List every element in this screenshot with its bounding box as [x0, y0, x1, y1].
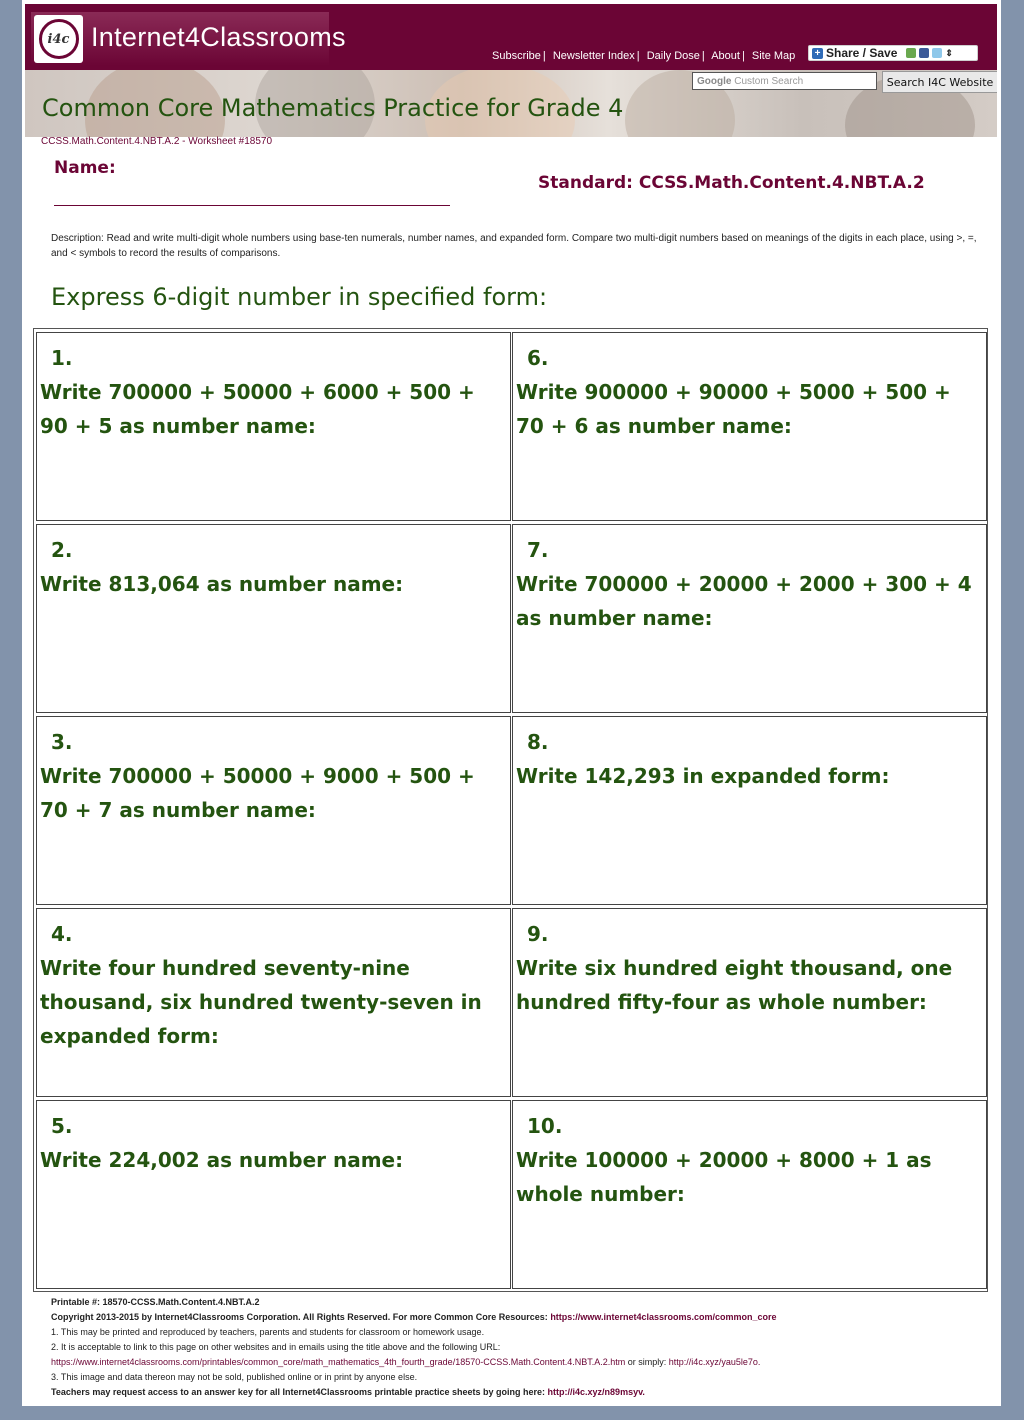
answer-key-line	[51, 1385, 991, 1400]
logo-icon	[34, 15, 83, 63]
worksheet-reference: CCSS.Math.Content.4.NBT.A.2 - Worksheet #18570	[41, 136, 273, 147]
problems-grid	[33, 328, 988, 1292]
usage-note-3: 3. This image and data thereon may not be sold, published online or in print by anyone else.	[51, 1372, 418, 1382]
google-logo: Google	[697, 76, 732, 87]
problem-text: Write 700000 + 50000 + 6000 + 500 + 90 + 5 as number name:	[40, 380, 475, 438]
problem-text: Write 224,002 as number name:	[40, 1148, 404, 1172]
share-save-button[interactable]	[808, 45, 978, 61]
problem-number: 3.	[51, 730, 73, 754]
common-core-link[interactable]: https://www.internet4classrooms.com/common_core	[550, 1312, 777, 1322]
problem-number: 6.	[527, 346, 549, 370]
nav-site-map[interactable]: Site Map	[751, 50, 796, 62]
worksheet-url-link[interactable]: https://www.internet4classrooms.com/printables/common_core/math_mathematics_4th_fourth_grade/18570-CCSS.Math.Content.4.NBT.A.2.htm	[51, 1357, 626, 1367]
site-logo[interactable]	[31, 12, 346, 66]
name-line	[54, 205, 450, 206]
expand-icon[interactable]: ⇕	[945, 47, 953, 58]
problem-number: 8.	[527, 730, 549, 754]
instructions-heading: Express 6-digit number in specified form:	[51, 283, 548, 311]
plus-icon: +	[812, 48, 823, 59]
worksheet-page	[22, 0, 1001, 1406]
problem-cell	[512, 716, 987, 905]
nav-subscribe[interactable]: Subscribe	[492, 50, 541, 62]
name-label: Name:	[54, 158, 116, 178]
share-label: Share / Save	[826, 46, 898, 60]
site-header	[25, 4, 997, 70]
email-share-icon[interactable]	[906, 48, 916, 58]
printable-number: Printable #: 18570-CCSS.Math.Content.4.NBT.A.2	[51, 1297, 260, 1307]
problem-cell	[36, 908, 511, 1097]
worksheet-url-line	[51, 1355, 991, 1370]
problem-cell	[512, 524, 987, 713]
problem-cell	[512, 332, 987, 521]
problem-number: 5.	[51, 1114, 73, 1138]
problem-text: Write four hundred seventy-nine thousand, six hundred twenty-seven in expanded form:	[40, 956, 482, 1048]
description: Description: Read and write multi-digit whole numbers using base-ten numerals, number names, and expanded form. Compare two multi-digit numbers based on meanings of the digits in each place, using >, =, and < symbols to record the results of comparisons.	[51, 233, 977, 259]
twitter-icon[interactable]	[932, 48, 942, 58]
problem-number: 2.	[51, 538, 73, 562]
url-or-text: or simply:	[625, 1357, 669, 1367]
footer	[51, 1295, 991, 1400]
problem-cell	[36, 332, 511, 521]
nav-newsletter-index[interactable]: Newsletter Index	[552, 50, 635, 62]
problem-cell	[36, 1100, 511, 1289]
search-button[interactable]: Search I4C Website	[882, 71, 997, 93]
logo-text: Internet4Classrooms	[91, 22, 346, 52]
problem-cell	[36, 716, 511, 905]
top-nav: Subscribe | Newsletter Index | Daily Dose | About | Site Map	[492, 50, 796, 62]
standard-label: Standard: CCSS.Math.Content.4.NBT.A.2	[538, 173, 925, 193]
problem-cell	[512, 1100, 987, 1289]
copyright-text: Copyright 2013-2015 by Internet4Classrooms Corporation. All Rights Reserved. For more Common Core Resources:	[51, 1312, 548, 1322]
usage-note-1: 1. This may be printed and reproduced by teachers, parents and students for classroom or homework usage.	[51, 1327, 485, 1337]
problem-text: Write 700000 + 20000 + 2000 + 300 + 4 as number name:	[516, 572, 972, 630]
short-url-link[interactable]: http://i4c.xyz/yau5le7o.	[668, 1357, 761, 1367]
problem-cell	[36, 524, 511, 713]
problem-number: 4.	[51, 922, 73, 946]
logo-mark-text: i4c	[47, 31, 70, 47]
problem-text: Write 142,293 in expanded form:	[516, 764, 890, 788]
problem-text: Write 813,064 as number name:	[40, 572, 404, 596]
problem-text: Write six hundred eight thousand, one hundred fifty-four as whole number:	[516, 956, 953, 1014]
problem-number: 7.	[527, 538, 549, 562]
search-input[interactable]	[692, 72, 877, 90]
problem-number: 1.	[51, 346, 73, 370]
answer-key-text: Teachers may request access to an answer key for all Internet4Classrooms printable practice sheets by going here:	[51, 1387, 546, 1397]
problem-number: 9.	[527, 922, 549, 946]
facebook-icon[interactable]	[919, 48, 929, 58]
page-title: Common Core Mathematics Practice for Grade 4	[42, 94, 624, 122]
problem-text: Write 700000 + 50000 + 9000 + 500 + 70 + 7 as number name:	[40, 764, 475, 822]
nav-about[interactable]: About	[711, 50, 740, 62]
search-placeholder: Custom Search	[734, 76, 804, 87]
usage-note-2: 2. It is acceptable to link to this page on other websites and in emails using the title above and the following URL:	[51, 1342, 501, 1352]
copyright-line	[51, 1310, 991, 1325]
problem-cell	[512, 908, 987, 1097]
problem-text: Write 900000 + 90000 + 5000 + 500 + 70 + 6 as number name:	[516, 380, 951, 438]
header-banner	[25, 70, 997, 137]
nav-daily-dose[interactable]: Daily Dose	[646, 50, 700, 62]
problem-number: 10.	[527, 1114, 563, 1138]
problem-text: Write 100000 + 20000 + 8000 + 1 as whole number:	[516, 1148, 932, 1206]
answer-key-link[interactable]: http://i4c.xyz/n89msyv.	[547, 1387, 645, 1397]
